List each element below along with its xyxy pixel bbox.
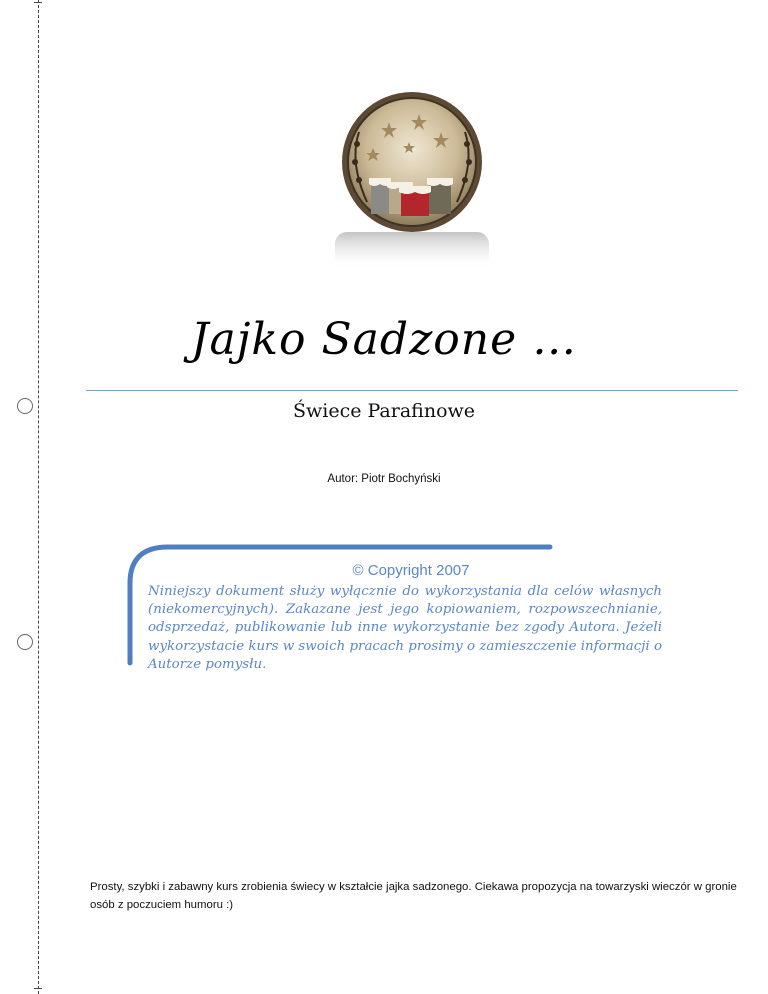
author-line: Autor: Piotr Bochyński bbox=[327, 473, 441, 485]
document-title: Jajko Sadzone … bbox=[190, 314, 578, 365]
binding-margin-line bbox=[38, 0, 39, 994]
copyright-notice: Niniejszy dokument służy wyłącznie do wykorzystania dla celów własnych (niekomercyjnych). Zakazane jest jego kopiowaniem, rozpowszechnianie, odsprzedaż, publikowanie lub inne wykorzystanie bez zgody Autora. Jeżeli wykorzystacie kurs w swoich pracach prosimy o zamieszczenie informacji o Autorze pomysłu. bbox=[148, 584, 663, 672]
punch-hole-icon bbox=[17, 634, 33, 650]
document-subtitle: Świece Parafinowe bbox=[292, 400, 476, 422]
course-description: Prosty, szybki i zabawny kurs zrobienia świecy w kształcie jajka sadzonego. Ciekawa propozycja na towarzyski wieczór w gronie osób z poczuciem humoru :) bbox=[90, 881, 737, 911]
binding-tick-bottom bbox=[34, 988, 42, 989]
binding-tick-top bbox=[34, 2, 42, 3]
copyright-line: © Copyright 2007 bbox=[352, 562, 470, 579]
title-divider bbox=[86, 390, 738, 391]
candles-emblem-image bbox=[329, 92, 495, 272]
